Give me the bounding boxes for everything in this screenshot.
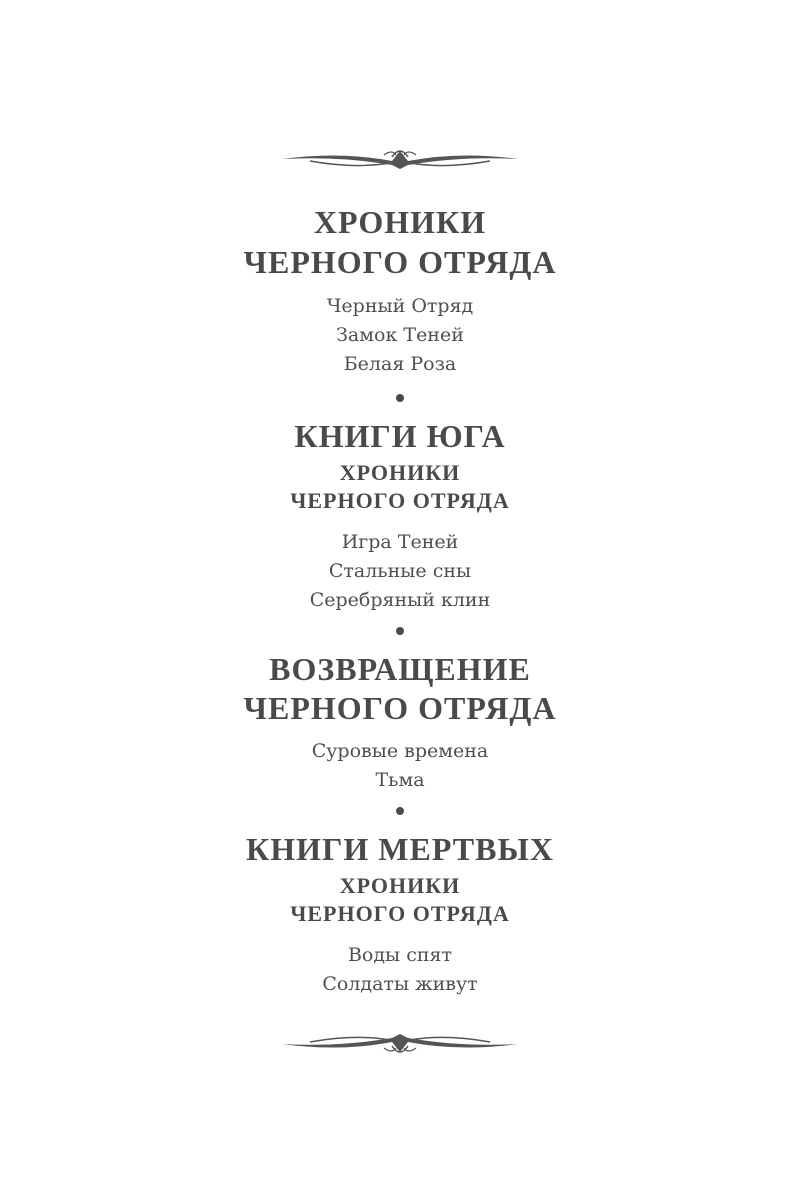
book-title: Суровые времена [311, 740, 489, 762]
series-title: ЧЕРНОГО ОТРЯДА [243, 244, 557, 280]
book-title: Воды спят [347, 944, 453, 966]
series-title: ХРОНИКИ [313, 204, 487, 240]
flourish-divider-icon [280, 1030, 520, 1060]
bullet-dot-icon [396, 627, 404, 635]
subseries-title: ХРОНИКИ [339, 460, 461, 485]
bullet-dot-icon [396, 394, 404, 402]
bullet-dot-icon [396, 807, 404, 815]
book-title: Тьма [375, 769, 425, 791]
book-title: Серебряный клин [309, 589, 491, 611]
book-title: Солдаты живут [322, 973, 478, 995]
series-title: КНИГИ ЮГА [294, 418, 506, 454]
bottom-ornament-icon [280, 1030, 520, 1060]
top-ornament-icon [280, 143, 520, 173]
flourish-divider-icon [280, 143, 520, 173]
series-title: ВОЗВРАЩЕНИЕ [269, 651, 531, 687]
book-title: Замок Теней [336, 324, 464, 346]
series-title: ЧЕРНОГО ОТРЯДА [243, 690, 557, 726]
subseries-title: ХРОНИКИ [339, 873, 461, 898]
series-title: КНИГИ МЕРТВЫХ [246, 831, 554, 867]
book-title: Игра Теней [341, 531, 459, 553]
subseries-title: ЧЕРНОГО ОТРЯДА [290, 901, 510, 926]
book-title: Черный Отряд [326, 295, 474, 317]
book-title: Белая Роза [343, 353, 457, 375]
book-title: Стальные сны [328, 560, 472, 582]
subseries-title: ЧЕРНОГО ОТРЯДА [290, 488, 510, 513]
